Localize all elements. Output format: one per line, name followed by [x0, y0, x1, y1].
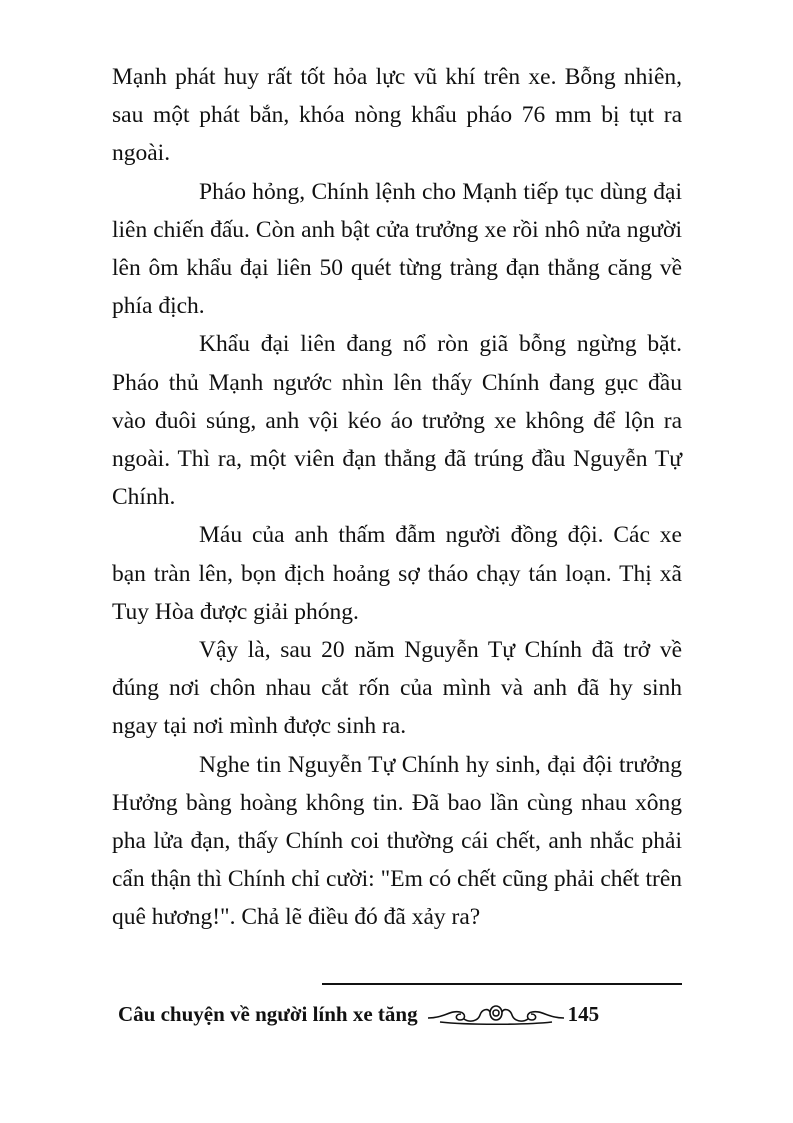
paragraph-3: Khẩu đại liên đang nổ ròn giã bỗng ngừng bặt. Pháo thủ Mạnh ngước nhìn lên thấy Chính đang gục đầu vào đuôi súng, anh vội kéo áo trưởng xe không để lộn ra ngoài. Thì ra, một viên đạn thẳng đã trúng đầu Nguyễn Tự Chính.: [112, 331, 682, 511]
page-number: 145: [567, 1001, 600, 1026]
page-footer: [118, 996, 688, 1032]
paragraph-6: Nghe tin Nguyễn Tự Chính hy sinh, đại đội trưởng Hưởng bàng hoàng không tin. Đã bao lần cùng nhau xông pha lửa đạn, thấy Chính coi thường cái chết, anh nhắc phải cẩn thận thì Chính chỉ cười: "Em có chết cũng phải chết trên quê hương!". Chả lẽ điều đó đã xảy ra?: [112, 751, 682, 931]
footer-rule: [322, 983, 682, 985]
running-footer-title: Câu chuyện về người lính xe tăng: [118, 1001, 418, 1026]
paragraph-1: Mạnh phát huy rất tốt hỏa lực vũ khí trên xe. Bỗng nhiên, sau một phát bắn, khóa nòng khẩu pháo 76 mm bị tụt ra ngoài.: [112, 64, 682, 167]
body-text: [112, 58, 682, 937]
paragraph-5: Vậy là, sau 20 năm Nguyễn Tự Chính đã trở về đúng nơi chôn nhau cắt rốn của mình và anh đã hy sinh ngay tại nơi mình được sinh ra.: [112, 637, 682, 740]
paragraph-4: Máu của anh thấm đẫm người đồng đội. Các xe bạn tràn lên, bọn địch hoảng sợ tháo chạy tán loạn. Thị xã Tuy Hòa được giải phóng.: [112, 522, 682, 625]
paragraph-2: Pháo hỏng, Chính lệnh cho Mạnh tiếp tục dùng đại liên chiến đấu. Còn anh bật cửa trưởng xe rồi nhô nửa người lên ôm khẩu đại liên 50 quét từng tràng đạn thẳng căng về phía địch.: [112, 178, 682, 320]
scroll-ornament-icon: [426, 1001, 566, 1027]
